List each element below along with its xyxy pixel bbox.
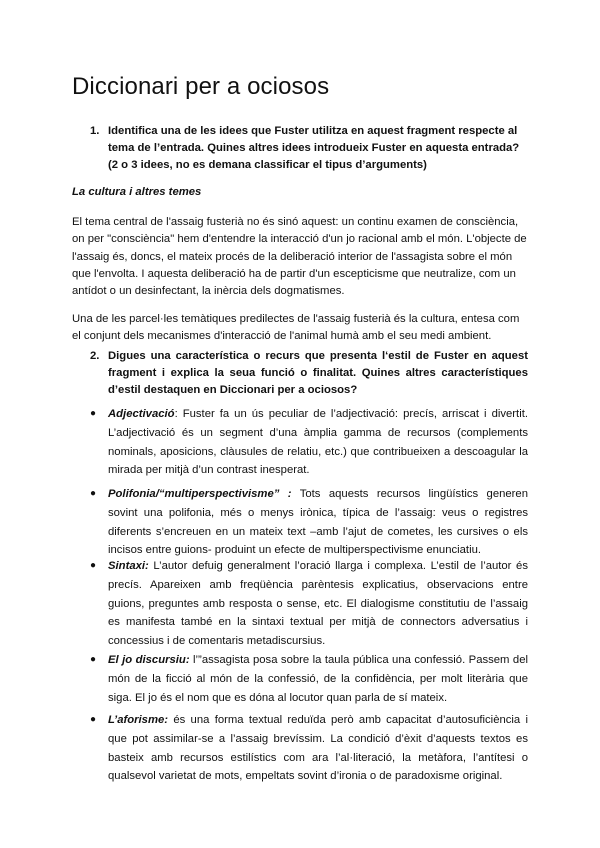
bullet-body: L’autor defuig generalment l’oració llarga i complexa. L’estil de l’autor és precís. Apareixen amb freqüència parèntesis explicatius, observacions entre guions, preguntes amb resposta o sense, etc. El dialogisme constitutiu de l’assaig es manifesta també en la sintaxi textual per mitjà de connectors adversatius i concessius i de comentaris metadiscursius. bbox=[108, 560, 528, 648]
paragraph-2: Una de les parcel·les temàtiques predilectes de l'assaig fusterià és la cultura, entesa com el conjunt dels mecanismes d'interacció de l'animal humà amb el seu medi ambient. bbox=[72, 313, 520, 343]
question-1-text: Identifica una de les idees que Fuster utilitza en aquest fragment respecte al tema de l’entrada. Quines altres idees introdueix Fuster en aquesta entrada? (2 o 3 idees, no es demana classificar el tipus d’arguments) bbox=[108, 125, 520, 171]
question-1 bbox=[90, 123, 528, 174]
bullet-text bbox=[108, 651, 528, 707]
bullet-term: Adjectivació bbox=[108, 408, 175, 420]
bullet-body: : Fuster fa un ús peculiar de l’adjectivació: precís, arriscat i divertit. L’adjectivació és un segment d’una àmplia gamma de recursos (complements nominals, aposicions, clàusules de relatiu, etc.) que contribueixen a descoagular la mirada per mitjà d’un contrast inesperat. bbox=[108, 408, 528, 477]
bullet-term: L’aforisme: bbox=[108, 714, 169, 726]
bullet-polifonia bbox=[90, 485, 528, 560]
question-2 bbox=[90, 348, 528, 399]
bullet-marker: ● bbox=[90, 488, 97, 499]
bullet-body: Tots aquests recursos lingüístics generen sovint una polifonia, més o menys irònica, típica de l’assaig: veus o registres diferents s’encreuen en un mateix text –amb l’ajut de cometes, les cursives o els incisos entre guions- produint un efecte de multiperspectivisme enunciatiu. bbox=[108, 488, 528, 557]
bullet-text bbox=[108, 711, 528, 786]
document-title: Diccionari per a ociosos bbox=[72, 73, 330, 100]
bullet-marker: ● bbox=[90, 560, 97, 571]
bullet-marker: ● bbox=[90, 654, 97, 665]
bullet-body: l’”assagista posa sobre la taula pública una confessió. Passem del món de la ficció al món de la confessió, de la confidència, per molt literària que siga. El jo és el nom que es dóna al locutor quan parla de sí mateix. bbox=[108, 654, 528, 704]
section-heading: La cultura i altres temes bbox=[72, 186, 202, 198]
bullet-term: Sintaxi: bbox=[108, 560, 149, 572]
bullet-text bbox=[108, 485, 528, 560]
bullet-jo-discursiu bbox=[90, 651, 528, 707]
bullet-term: El jo discursiu: bbox=[108, 654, 190, 666]
bullet-marker: ● bbox=[90, 408, 97, 419]
bullet-sintaxi bbox=[90, 557, 528, 651]
question-1-number: 1. bbox=[90, 125, 100, 137]
bullet-adjectivacio bbox=[90, 405, 528, 480]
question-2-text: Digues una característica o recurs que presenta l‘estil de Fuster en aquest fragment i explica la seua funció o finalitat. Quines altres característiques d’estil destaquen en Diccionari per a ociosos? bbox=[108, 350, 528, 396]
bullet-text bbox=[108, 405, 528, 480]
bullet-aforisme bbox=[90, 711, 528, 786]
question-2-number: 2. bbox=[90, 350, 100, 362]
bullet-marker: ● bbox=[90, 714, 97, 725]
bullet-term: Polifonia/“multiperspectivisme” : bbox=[108, 488, 292, 500]
bullet-body: és una forma textual reduïda però amb capacitat d’autosuficiència i que pot assimilar-se a l’assaig brevíssim. La condició d’èxit d’aquests textos es basteix amb recursos estilístics com ara l’al·literació, la metàfora, l’antítesi o qualsevol varietat de mots, empeltats sovint d’ironia o de paradoxisme original. bbox=[108, 714, 528, 783]
paragraph-1: El tema central de l'assaig fusterià no és sinó aquest: un continu examen de consciència, on per "consciència" hem d'entendre la interacció d'un jo racional amb el món. L'objecte de l'assaig és, doncs, el mateix procés de la deliberació interior de l'assagista sobre el món que l'envolta. I aquesta deliberació ha de partir d'un escepticisme que neutralize, com un antídot o un desinfectant, la inèrcia dels dogmatismes. bbox=[72, 216, 527, 298]
bullet-text bbox=[108, 557, 528, 651]
